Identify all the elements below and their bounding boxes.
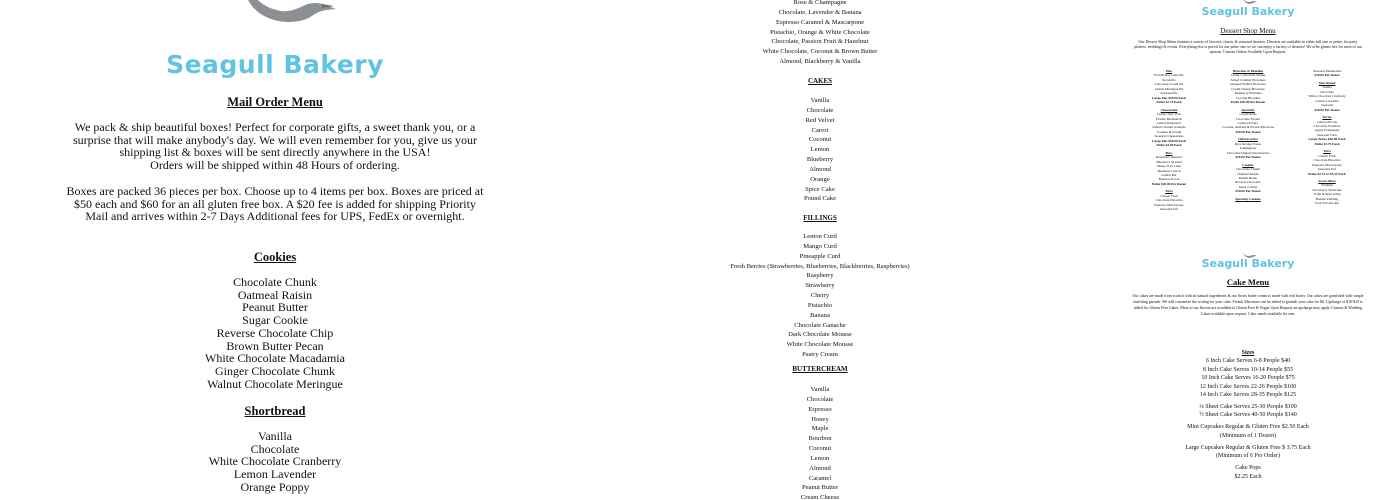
menu-item: Tiramisu: [1320, 183, 1334, 188]
buttercream-item: Espresso: [808, 405, 832, 413]
menu-item: Raspberry Almond: [1156, 155, 1182, 160]
menu-item: 14 Inch Cake Serves 28-35 People $125: [1199, 392, 1297, 399]
price-line: Petite $2.75 or $3.25 Each: [1308, 171, 1346, 176]
menu-item: Seasonal: [1320, 103, 1334, 108]
price-line: $20.00 Per Dozen: [1314, 73, 1340, 78]
price-line: Petite $20.00 Per Dozen: [1230, 100, 1266, 105]
section-heading: Tarts: [1323, 149, 1331, 154]
cookie-item: Brown Butter Pecan: [226, 338, 324, 353]
menu-item: Chocolate: [1320, 89, 1334, 94]
cake-sizes-list: [1128, 349, 1368, 481]
dessert-column: [1132, 69, 1206, 212]
buttercream-item: Cream Cheese: [800, 494, 840, 500]
menu-item: Hazelnut Crunch: [1157, 168, 1181, 173]
flavor-item: Chocolate, Passion Fruit & Hazelnut: [771, 38, 869, 46]
section-heading: Shortbread: [1318, 80, 1336, 85]
cookie-item: Peanut Butter: [242, 300, 308, 315]
box-info: Boxes are packed 36 pieces per box. Choose up to 4 items per box. Boxes are priced at $50 each and $60 for an all gluten free box. A $20 fee is added for shipping Priority Mail and arrives within 2-7 Days Additional fees for UPS, FedEx or overnight.: [66, 184, 484, 224]
menu-item: Seasonal Tart: [1159, 207, 1179, 212]
menu-item: Coconut Blondies: [1235, 95, 1261, 100]
menu-item: Cream Cheese Brownies: [1231, 86, 1265, 91]
cake-flavor-item: Chocolate: [806, 106, 834, 114]
page-title: Mail Order Menu: [227, 95, 323, 109]
cake-flavor-item: Vanilla: [810, 97, 830, 104]
fillings-heading: FILLINGS: [803, 214, 837, 222]
menu-item: Seasonal Madeleines: [1312, 69, 1342, 73]
menu-item: 12 Inch Cake Serves 22-26 People $100: [1199, 383, 1297, 390]
filling-item: Chocolate Ganache: [794, 321, 846, 329]
intro-paragraph: [62, 121, 488, 171]
menu-item: Coconut, Almond & French Macarons: [1221, 125, 1275, 130]
menu-item: 6 Inch Cake Serves 6-8 People $40: [1205, 358, 1291, 365]
mail-order-page: [40, 0, 510, 500]
buttercream-item: Chocolate: [806, 395, 834, 403]
menu-item: Chocolate Pistachio: [1155, 198, 1183, 203]
price-line: $20.00 Per Dozen: [1235, 129, 1261, 134]
menu-item: Cream Puffs: [1239, 112, 1257, 117]
menu-item: ½ Sheet Cake Serves 40-50 People $140: [1199, 412, 1297, 419]
filling-item: Fresh Berries (Strawberries, Blueberries, Blackberries, Raspberries): [730, 262, 910, 270]
shortbread-item: White Chocolate Cranberry: [208, 454, 342, 469]
menu-item: Peanut Butter: [1238, 175, 1258, 180]
menu-item: (Minimum of 1 Dozen): [1219, 432, 1277, 439]
menu-item: Your Favorite Pie: [1315, 201, 1339, 206]
cake-menu-title: Cake Menu: [1226, 277, 1270, 287]
section-heading: Cookies: [1242, 162, 1254, 167]
shipping-note: Orders will be shipped within 48 Hours of ordering.: [150, 157, 400, 172]
flavor-item: Espresso Caramel & Mascarpone: [775, 18, 865, 26]
dessert-column: [1211, 69, 1285, 201]
filling-item: Raspberry: [806, 272, 834, 280]
section-heading: Specialty Cookies: [1235, 196, 1261, 201]
menu-item: Chocolate Cream Pie: [1154, 82, 1184, 87]
menu-item: Blueberry Streusel: [1156, 159, 1182, 164]
menu-item: Chocolate Eclairs: [1235, 116, 1260, 121]
menu-item: Pecan Pie: [1162, 77, 1176, 82]
shortbread-list: [40, 430, 510, 494]
menu-item: Lemon Bar: [1161, 172, 1177, 177]
flavor-item: Almond, Blackberry & Vanilla: [779, 58, 861, 66]
flavor-item: Chocolate, Lavender & Banana: [778, 8, 862, 16]
section-heading: Tortes: [1322, 115, 1332, 120]
menu-item: Strawberry Shortcake: [1312, 187, 1342, 192]
price-line: Petite $20.00 Per Dozen: [1151, 181, 1187, 186]
filling-item: Pastry Cream: [802, 351, 838, 359]
cake-flavor-item: Blueberry: [806, 156, 834, 164]
cookie-item: White Chocolate Macadamia: [205, 351, 345, 366]
menu-item: Mini Cupcakes Regular & Gluten Free $2.50 Each: [1187, 424, 1309, 431]
intro-text: We pack & ship beautiful boxes! Perfect for corporate gifts, a sweet thank you, or a surprise that will make anybody's day. We will even remember for you, give us your shipping list & boxes will be sent directly anywhere in the USA!: [72, 120, 478, 160]
shortbread-heading: Shortbread: [244, 404, 306, 418]
menu-item: $2.25 Each: [1234, 473, 1262, 480]
menu-item: Classic Chocolate Chunk: [1230, 73, 1266, 78]
cookies-heading: Cookies: [253, 250, 297, 264]
buttercream-list: [690, 385, 950, 500]
menu-item: 10 Inch Cake Serves 16-20 People $75: [1201, 375, 1295, 382]
menu-item: Rice Krispie Treats: [1234, 141, 1262, 146]
filling-item: Strawberry: [805, 282, 835, 290]
filling-item: Dark Chocolate Mousse: [788, 331, 852, 339]
seagull-logo-icon: [230, 0, 340, 35]
cake-flavor-item: Red Velvet: [805, 116, 835, 124]
menu-item: White Chocolate Cranberry: [1308, 94, 1346, 99]
menu-item: Chocolate Dipped Strawberries: [1226, 150, 1270, 155]
cookies-list: [40, 276, 510, 390]
menu-item: Florida Dreamsicle: [1155, 116, 1183, 121]
menu-item: Classic Fruit: [1318, 153, 1336, 158]
menu-item: ¼ Sheet Cake Serves 25-30 People $100: [1199, 404, 1297, 411]
flavor-item: White Chocolate, Coconut & Brown Butter: [762, 48, 878, 56]
cake-flavor-item: Lemon: [810, 146, 830, 154]
section-heading: Sweet Slices: [1318, 178, 1336, 183]
dessert-column: [1290, 69, 1364, 206]
menu-item: Seasonal Cheesecake: [1154, 134, 1184, 139]
menu-item: Salted Caramel Brownies: [1230, 77, 1266, 82]
cookie-item: Chocolate Chunk: [233, 275, 317, 289]
menu-item: 8 Inch Cake Serves 10-14 People $55: [1202, 366, 1294, 373]
menu-item: Salted Caramel Ganache: [1152, 125, 1186, 130]
specialty-flavors-list: [690, 0, 950, 67]
menu-item: Seasonal Tart: [1317, 167, 1337, 172]
shortbread-item: Lemon Lavender: [233, 467, 317, 482]
buttercream-item: Almond: [809, 464, 831, 472]
cookie-item: Reverse Chocolate Chip: [216, 325, 334, 340]
menu-item: (Minimum of 6 Per Order): [1216, 453, 1280, 460]
section-heading: Specialty: [1241, 107, 1255, 112]
buttercream-item: Peanut Butter: [801, 484, 839, 492]
menu-item: Cookies & Cream: [1156, 129, 1182, 134]
filling-item: Lemon Curd: [803, 233, 837, 240]
menu-item: Vanilla: [1322, 85, 1332, 90]
cake-flavor-item: Carrot: [811, 126, 829, 134]
price-line: Large Tortes $40.00 Each: [1308, 137, 1346, 142]
menu-item: Lemon Ricotta: [1316, 119, 1338, 124]
section-heading: Cheesecake: [1160, 107, 1178, 112]
menu-item: Reverse Chocolate: [1235, 180, 1261, 185]
buttercream-item: Maple: [811, 425, 829, 433]
cake-intro: Our cakes are made from scratch with all natural ingredients & our Swiss butter cream is made with real butter. Our cakes are garnished with simple matching garnish. We will customize the writing for your cake. French Macarons can be added to garnish your cake for $6. Upcharge of $10-$15 is added for Gluten Free Cakes. Most of our flavors are available in Gluten Free & Vegan Upon Request an upcharge may apply. Custom & Wedding Cakes available upon request. Cake stands available for rent.: [1132, 294, 1364, 316]
section-heading: Tarts: [1165, 189, 1173, 194]
shortbread-item: Vanilla: [258, 429, 292, 443]
price-line: Petite $2.75 Each: [1314, 141, 1340, 146]
menu-item: Lemon Meringue Pie: [1154, 86, 1184, 91]
menu-item: Mango Key Lime: [1156, 164, 1182, 169]
price-line: Petite $3.00 Each: [1156, 143, 1182, 148]
filling-item: Cherry: [810, 292, 830, 300]
filling-item: White Chocolate Mousse: [786, 341, 854, 349]
menu-item: Cake Pops: [1235, 465, 1261, 472]
dessert-intro: Our Dessert Shop Menu features a variety of favorite, classic & seasonal desserts. Desserts are available in either full size or petite, for party platters, weddings & events. Everything else is priced for our petite size so we can enjoy a variety of desserts! We offer gluten free for most of our options. Custom Orders Available Upon Request.: [1134, 40, 1362, 55]
menu-item: Raspberry Blondies: [1234, 91, 1262, 96]
buttercream-item: Caramel: [808, 474, 832, 482]
section-heading: Sizes: [1241, 350, 1255, 356]
menu-item: Lemon Eclairs: [1238, 120, 1258, 125]
menu-item: Classic Fruit: [1160, 193, 1178, 198]
menu-item: Large Cupcakes Regular & Gluten Free $ 3.75 Each: [1185, 444, 1311, 451]
menu-item: Classic New York: [1156, 112, 1182, 117]
cake-flavor-item: Coconut: [808, 136, 832, 144]
cake-flavor-item: Almond: [809, 165, 831, 173]
cakes-heading: CAKES: [807, 77, 833, 85]
menu-item: Chocolate Flourless: [1313, 123, 1341, 128]
filling-item: Pistachio: [807, 301, 833, 309]
cookie-item: Ginger Chocolate Chunk: [215, 363, 335, 378]
price-line: $18.00 Per Dozen: [1235, 189, 1261, 194]
buttercream-item: Honey: [811, 415, 829, 423]
filling-item: Mango Curd: [803, 242, 837, 250]
section-heading: Brownies & Blondies: [1232, 69, 1264, 73]
flavor-item: Pistachio, Orange & White Chocolate: [770, 28, 870, 36]
menu-item: Chocolate Pistachio: [1313, 158, 1341, 163]
cake-flavor-item: Orange: [810, 175, 830, 183]
menu-item: Bourbon Pecan: [1158, 177, 1180, 182]
shortbread-item: Orange Poppy: [240, 479, 310, 494]
menu-item: Lamingtons: [1239, 146, 1257, 151]
brand-name: Seagull Bakery: [166, 50, 384, 79]
menu-item: Apple Frangipane: [1314, 128, 1340, 133]
menu-item: Seasonal Torte: [1317, 132, 1337, 137]
fillings-list: [690, 232, 950, 360]
menu-item: Espresso Mascarpone: [1312, 162, 1342, 167]
cake-flavor-item: Spice Cake: [805, 185, 835, 193]
price-line: Large Pies $45.00 Each: [1152, 95, 1186, 100]
cookie-item: Sugar Cookie: [242, 313, 308, 328]
cakes-list: [690, 96, 950, 204]
buttercream-item: Lemon: [810, 454, 830, 462]
flavors-page: [690, 0, 950, 500]
flavor-item: Rose & Champagne: [793, 0, 847, 6]
buttercream-item: Vanilla: [810, 386, 830, 393]
cookie-item: Walnut Chocolate Meringue: [207, 376, 343, 391]
menu-item: Seasonal Pie: [1160, 91, 1178, 96]
menu-item: Trifle & Fruit Whip: [1313, 192, 1341, 197]
menu-item: Espresso Mascarpone: [1154, 202, 1184, 207]
price-line: $18.00 Per Dozen: [1314, 107, 1340, 112]
menu-item: Smoked Walnut Brownies: [1230, 82, 1266, 87]
menu-item: Lemon Raspberry: [1156, 120, 1182, 125]
cake-flavor-item: Pound Cake: [803, 195, 837, 203]
shortbread-item: Chocolate: [250, 441, 300, 456]
buttercream-item: Bourbon: [808, 435, 832, 443]
price-line: Large Pies $50.00 Each: [1152, 138, 1186, 143]
dessert-menu-title: Dessert Shop Menu: [1220, 27, 1276, 35]
filling-item: Pineapple Curd: [799, 252, 841, 260]
price-line: Petite $2.75 Each: [1156, 100, 1182, 105]
section-heading: Pies: [1166, 69, 1172, 73]
menu-item: Lemon Lavender: [1315, 98, 1339, 103]
section-heading: Old Favorites: [1238, 137, 1258, 142]
buttercream-heading: BUTTERCREAM: [792, 365, 848, 373]
buttercream-item: Coconut: [808, 445, 832, 453]
price-line: $20.00 Per Dozen: [1235, 155, 1261, 160]
brand-name: Seagull Bakery: [1201, 5, 1295, 18]
dessert-cake-page: [1128, 0, 1368, 500]
filling-item: Banana: [810, 311, 830, 319]
cookie-item: Oatmeal Raisin: [237, 287, 313, 302]
menu-item: Sugar Cookie: [1238, 184, 1258, 189]
section-heading: Bars: [1165, 150, 1173, 155]
cake-brand-name: Seagull Bakery: [1201, 257, 1295, 270]
menu-item: Oatmeal Raisin: [1237, 171, 1259, 176]
menu-item: Banana Pudding: [1315, 196, 1339, 201]
menu-item: Chocolate Chunk: [1236, 167, 1260, 172]
menu-item: Florida Key Lime Pie: [1154, 73, 1184, 78]
